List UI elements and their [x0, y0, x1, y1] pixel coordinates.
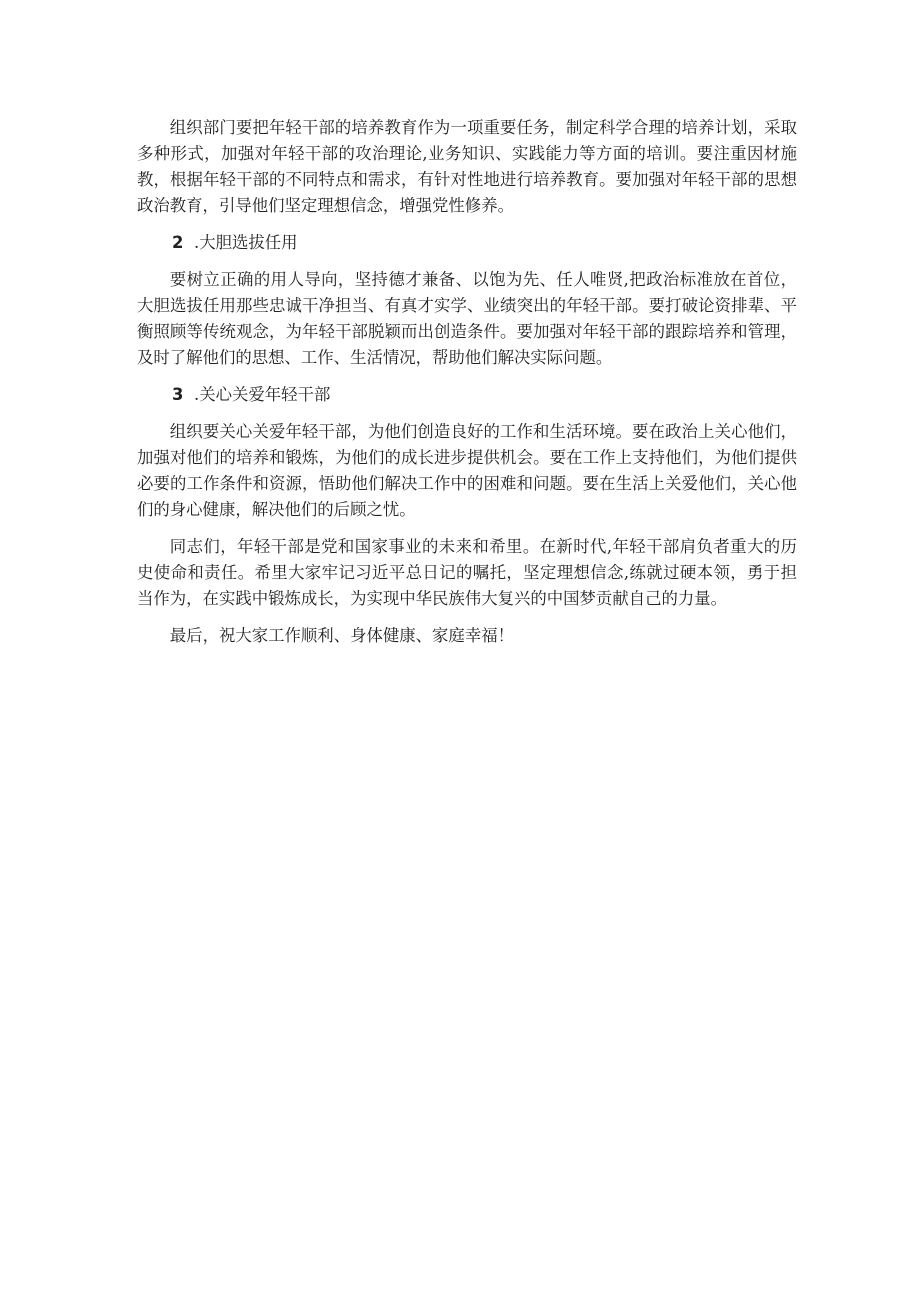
paragraph-training: 组织部门要把年轻干部的培养教育作为一项重要任务，制定科学合理的培养计划，采取多种形式，加强对年轻干部的攻治理论,业务知识、实践能力等方面的培训。要注重因材施教，根据年轻干部的不同特点和需求，有针对性地进行培养教育。要加强对年轻干部的思想政治教育，引导他们坚定理想信念，增强党性修养。 [137, 118, 797, 215]
paragraph-selection: 要树立正确的用人导向，坚持德才兼备、以饱为先、任人唯贤,把政治标准放在首位，大胆选拔任用那些忠诚干净担当、有真才实学、业绩突出的年轻干部。要打破论资排辈、平衡照顾等传统观念，为年轻干部脱颖而出创造条件。要加强对年轻干部的跟踪培养和管理，及时了解他们的思想、工作、生活情况，帮助他们解决实际问题。 [137, 270, 797, 367]
paragraph-closing: 最后，祝大家工作顺利、身体健康、家庭幸福！ [169, 626, 514, 645]
section-number: 2 [172, 233, 184, 252]
section-number: 3 [172, 385, 184, 404]
section-title: .大胆选拔任用 [194, 233, 298, 252]
document-page [137, 115, 797, 660]
paragraph-care: 组织要关心关爱年轻干部，为他们创造良好的工作和生活环境。要在政治上关心他们，加强对他们的培养和锻炼，为他们的成长进步提供机会。要在工作上支持他们，为他们提供必要的工作条件和资源，悟助他们解决工作中的困难和问题。要在生活上关爱他们，关心他们的身心健康，解决他们的后顾之忧。 [137, 422, 797, 519]
section-title: .关心关爱年轻干部 [194, 385, 331, 404]
section-heading-selection [137, 230, 797, 256]
paragraph-conclusion: 同志们，年轻干部是党和国家事业的未来和希里。在新时代,年轻干部肩负者重大的历史使命和责任。希里大家牢记习近平总日记的嘱托，坚定理想信念,练就过硬本领，勇于担当作为，在实践中锻炼成长，为实现中华民族伟大复兴的中国梦贡献自己的力量。 [137, 537, 797, 608]
section-heading-care [137, 382, 797, 408]
